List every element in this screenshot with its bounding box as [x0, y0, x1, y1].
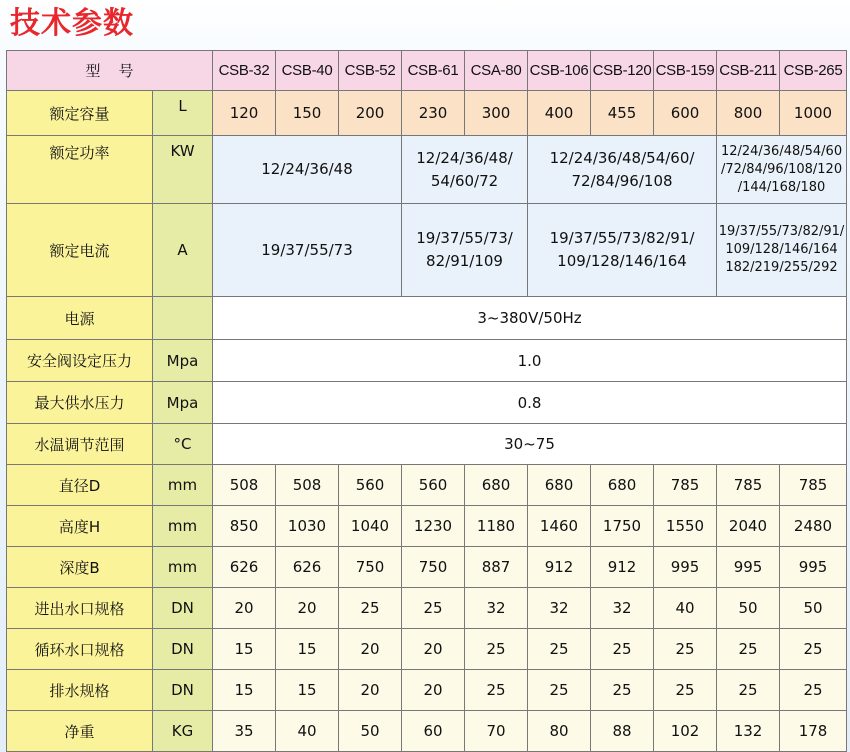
current-group: 19/37/55/73/82/91/ 109/128/146/164 — [528, 204, 717, 297]
row-unit: Mpa — [153, 340, 213, 382]
row-name: 额定容量 — [7, 91, 153, 136]
table-cell: 20 — [213, 588, 276, 629]
table-row — [7, 670, 847, 711]
table-cell: 25 — [780, 629, 847, 670]
table-cell: 1460 — [528, 506, 591, 547]
table-cell: 2480 — [780, 506, 847, 547]
model-cell: CSB-159 — [654, 51, 717, 91]
table-cell: 25 — [528, 670, 591, 711]
model-cell: CSB-106 — [528, 51, 591, 91]
table-cell: 60 — [402, 711, 465, 752]
table-cell: 25 — [591, 670, 654, 711]
power-row — [7, 136, 847, 204]
table-cell: 785 — [780, 465, 847, 506]
row-unit: L — [153, 91, 213, 136]
table-cell: 35 — [213, 711, 276, 752]
table-cell: 680 — [465, 465, 528, 506]
table-cell: 40 — [276, 711, 339, 752]
capacity-value: 120 — [213, 91, 276, 136]
power-supply-row — [7, 297, 847, 340]
table-row — [7, 547, 847, 588]
table-cell: 508 — [276, 465, 339, 506]
table-cell: 132 — [717, 711, 780, 752]
table-cell: 32 — [465, 588, 528, 629]
row-name: 直径D — [7, 465, 153, 506]
table-cell: 32 — [528, 588, 591, 629]
merged-value: 3~380V/50Hz — [213, 297, 847, 340]
row-unit: mm — [153, 547, 213, 588]
row-name: 额定功率 — [7, 136, 153, 204]
table-cell: 20 — [339, 629, 402, 670]
capacity-value: 150 — [276, 91, 339, 136]
merged-value: 0.8 — [213, 382, 847, 424]
table-row — [7, 465, 847, 506]
power-group: 12/24/36/48 — [213, 136, 402, 204]
row-name: 深度B — [7, 547, 153, 588]
table-cell: 20 — [402, 670, 465, 711]
row-unit: DN — [153, 670, 213, 711]
table-cell: 680 — [591, 465, 654, 506]
table-cell: 15 — [213, 629, 276, 670]
row-unit: mm — [153, 465, 213, 506]
row-name: 安全阀设定压力 — [7, 340, 153, 382]
row-name: 额定电流 — [7, 204, 153, 297]
current-group: 19/37/55/73/ 82/91/109 — [402, 204, 528, 297]
table-cell: 15 — [276, 670, 339, 711]
model-cell: CSB-40 — [276, 51, 339, 91]
power-group: 12/24/36/48/ 54/60/72 — [402, 136, 528, 204]
table-row — [7, 588, 847, 629]
current-group: 19/37/55/73/82/91/ 109/128/146/164 182/219/255/292 — [717, 204, 847, 297]
row-name: 净重 — [7, 711, 153, 752]
table-cell: 995 — [654, 547, 717, 588]
row-name: 循环水口规格 — [7, 629, 153, 670]
table-cell: 785 — [717, 465, 780, 506]
row-unit: KW — [153, 136, 213, 204]
table-cell: 50 — [717, 588, 780, 629]
merged-value: 1.0 — [213, 340, 847, 382]
model-cell: CSB-52 — [339, 51, 402, 91]
temp-range-row — [7, 424, 847, 465]
max-pressure-row — [7, 382, 847, 424]
table-cell: 912 — [591, 547, 654, 588]
capacity-value: 600 — [654, 91, 717, 136]
table-cell: 102 — [654, 711, 717, 752]
table-cell: 1750 — [591, 506, 654, 547]
row-name: 最大供水压力 — [7, 382, 153, 424]
table-cell: 785 — [654, 465, 717, 506]
table-cell: 887 — [465, 547, 528, 588]
row-name: 排水规格 — [7, 670, 153, 711]
power-group: 12/24/36/48/54/60/ 72/84/96/108 — [528, 136, 717, 204]
power-group: 12/24/36/48/54/60 /72/84/96/108/120 /144/168/180 — [717, 136, 847, 204]
table-cell: 25 — [717, 670, 780, 711]
table-cell: 25 — [591, 629, 654, 670]
table-cell: 1180 — [465, 506, 528, 547]
table-cell: 25 — [465, 670, 528, 711]
row-name: 电源 — [7, 297, 153, 340]
table-cell: 508 — [213, 465, 276, 506]
row-name: 水温调节范围 — [7, 424, 153, 465]
model-cell: CSA-80 — [465, 51, 528, 91]
table-cell: 626 — [213, 547, 276, 588]
safety-valve-row — [7, 340, 847, 382]
table-cell: 20 — [339, 670, 402, 711]
table-cell: 32 — [591, 588, 654, 629]
table-cell: 750 — [402, 547, 465, 588]
table-cell: 850 — [213, 506, 276, 547]
table-cell: 1550 — [654, 506, 717, 547]
table-cell: 1030 — [276, 506, 339, 547]
table-cell: 25 — [654, 670, 717, 711]
header-row — [7, 51, 847, 91]
capacity-value: 400 — [528, 91, 591, 136]
table-cell: 1230 — [402, 506, 465, 547]
current-group: 19/37/55/73 — [213, 204, 402, 297]
table-cell: 995 — [780, 547, 847, 588]
model-cell: CSB-120 — [591, 51, 654, 91]
row-unit: KG — [153, 711, 213, 752]
table-cell: 25 — [402, 588, 465, 629]
table-cell: 20 — [402, 629, 465, 670]
capacity-value: 230 — [402, 91, 465, 136]
capacity-value: 200 — [339, 91, 402, 136]
table-cell: 560 — [339, 465, 402, 506]
row-unit: mm — [153, 506, 213, 547]
capacity-value: 800 — [717, 91, 780, 136]
capacity-value: 300 — [465, 91, 528, 136]
table-cell: 680 — [528, 465, 591, 506]
merged-value: 30~75 — [213, 424, 847, 465]
table-row — [7, 506, 847, 547]
page-title: 技术参数 — [10, 6, 134, 41]
row-unit: °C — [153, 424, 213, 465]
row-unit: A — [153, 204, 213, 297]
capacity-row — [7, 91, 847, 136]
table-cell: 40 — [654, 588, 717, 629]
model-cell: CSB-32 — [213, 51, 276, 91]
model-header-label: 型号 — [7, 51, 213, 91]
model-cell: CSB-61 — [402, 51, 465, 91]
table-cell: 2040 — [717, 506, 780, 547]
table-cell: 1040 — [339, 506, 402, 547]
table-cell: 88 — [591, 711, 654, 752]
row-unit — [153, 297, 213, 340]
table-cell: 626 — [276, 547, 339, 588]
table-cell: 80 — [528, 711, 591, 752]
table-cell: 50 — [339, 711, 402, 752]
capacity-value: 1000 — [780, 91, 847, 136]
table-cell: 995 — [717, 547, 780, 588]
model-cell: CSB-211 — [717, 51, 780, 91]
table-cell: 25 — [780, 670, 847, 711]
table-cell: 50 — [780, 588, 847, 629]
row-unit: Mpa — [153, 382, 213, 424]
table-row — [7, 629, 847, 670]
model-cell: CSB-265 — [780, 51, 847, 91]
table-cell: 25 — [339, 588, 402, 629]
table-cell: 70 — [465, 711, 528, 752]
current-row — [7, 204, 847, 297]
table-cell: 560 — [402, 465, 465, 506]
table-cell: 178 — [780, 711, 847, 752]
table-cell: 20 — [276, 588, 339, 629]
table-row — [7, 711, 847, 752]
table-cell: 912 — [528, 547, 591, 588]
table-cell: 750 — [339, 547, 402, 588]
row-unit: DN — [153, 588, 213, 629]
table-cell: 15 — [213, 670, 276, 711]
row-name: 进出水口规格 — [7, 588, 153, 629]
row-unit: DN — [153, 629, 213, 670]
table-cell: 25 — [717, 629, 780, 670]
spec-table — [6, 50, 847, 752]
table-cell: 15 — [276, 629, 339, 670]
table-cell: 25 — [528, 629, 591, 670]
table-cell: 25 — [654, 629, 717, 670]
table-cell: 25 — [465, 629, 528, 670]
row-name: 高度H — [7, 506, 153, 547]
capacity-value: 455 — [591, 91, 654, 136]
